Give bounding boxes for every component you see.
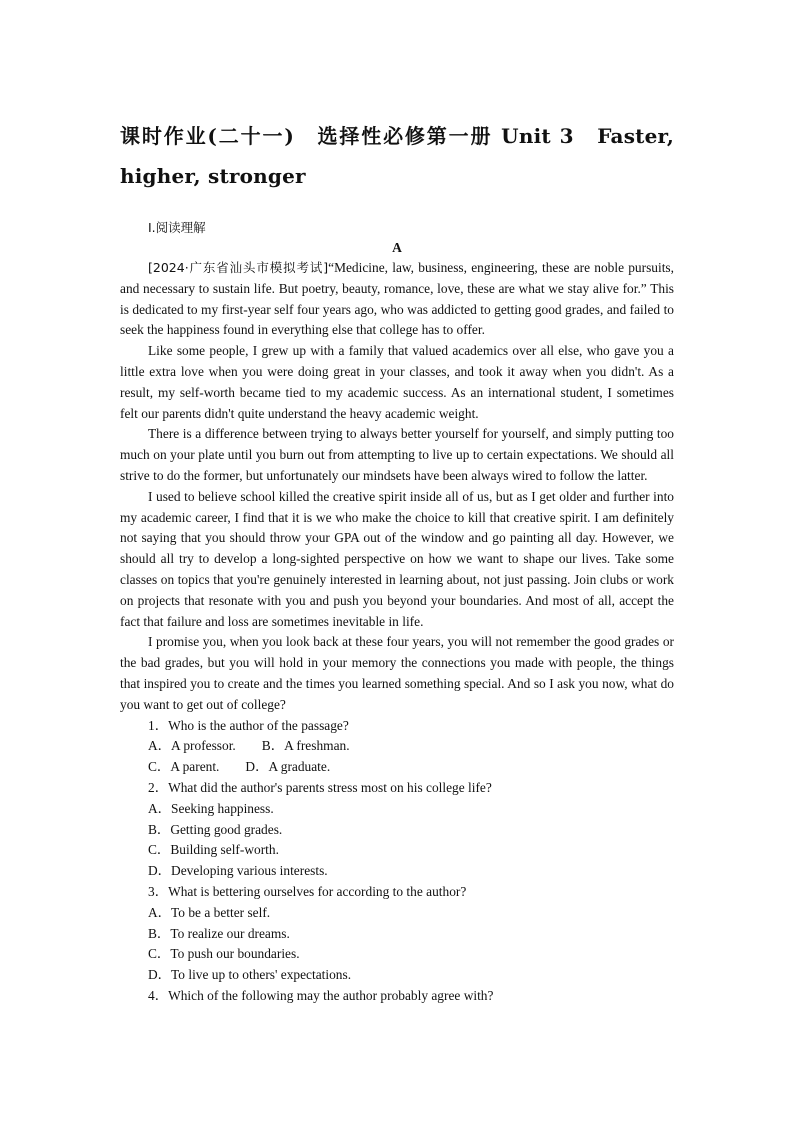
option: C．Building self-worth. [148, 842, 279, 858]
option: B．Getting good grades. [148, 821, 283, 837]
document-page [120, 116, 674, 1007]
paragraph: There is a difference between trying to always better yourself for yourself, and simply putting too much on your plate until you burn out from attempting to live up to certain expectations. We should all strive to do the former, but unfortunately our mindsets have been always wired to follow the latter. [120, 426, 674, 483]
paragraph: Like some people, I grew up with a family that valued academics over all else, who gave you a little extra love when you were doing great in your classes, and took it away when you didn't. As a result, my self-worth became tied to my academic success. As an international student, I sometimes felt our parents didn't quite understand the heavy academic weight. [120, 343, 674, 421]
option: A．To be a better self. [148, 904, 271, 920]
option: C．To push our boundaries. [148, 946, 300, 962]
paragraph: I promise you, when you look back at these four years, you will not remember the good grades or the bad grades, but you will hold in your memory the connections you made with people, the things that inspired you to create and the times you learned something special. And so I ask you now, what do you want to get out of college? [120, 634, 674, 712]
section-heading: Ⅰ.阅读理解 [148, 220, 206, 235]
question-options [120, 757, 674, 778]
question-stem: 1．Who is the author of the passage? [148, 717, 349, 733]
question-stem: 3．What is bettering ourselves for according to the author? [148, 883, 467, 899]
question-stem: 4．Which of the following may the author probably agree with? [148, 987, 494, 1003]
page-title: 课时作业(二十一) 选择性必修第一册 Unit 3 Faster, higher, stronger [120, 124, 674, 188]
option: A．Seeking happiness. [148, 800, 274, 816]
option: B．A freshman. [261, 738, 350, 754]
question-stem: 2．What did the author's parents stress most on his college life? [148, 779, 492, 795]
question-options [120, 736, 674, 757]
source-label: [2024·广东省汕头市模拟考试] [148, 260, 329, 275]
option: C．A parent. [148, 759, 220, 775]
option: D．Developing various interests. [148, 863, 328, 879]
paragraph [120, 258, 674, 341]
option: B．To realize our dreams. [148, 925, 290, 941]
option: D．To live up to others' expectations. [148, 967, 352, 983]
passage-label: A [392, 240, 402, 255]
option: A．A professor. [148, 738, 236, 754]
paragraph-text: “Medicine, law, business, engineering, these are noble pursuits, and necessary to sustain life. But poetry, beauty, romance, love, these are what we stay alive for.” This is dedicated to my first-year self four years ago, who was addicted to getting good grades, and failed to seek the happiness found in everything else that college has to offer. [120, 260, 674, 338]
option: D．A graduate. [245, 759, 331, 775]
paragraph: I used to believe school killed the creative spirit inside all of us, but as I get older and further into my academic career, I find that it is we who make the choice to kill that creative spirit. I am definitely not saying that you should throw your GPA out of the window and go painting all day. However, we should all try to develop a long-sighted perspective on how we want to shape our lives. Take some classes on topics that you're genuinely interested in learning about, not just passing. Join clubs or work on projects that resonate with you and push you beyond your boundaries. And most of all, accept the fact that failure and loss are sometimes inevitable in life. [120, 488, 674, 629]
